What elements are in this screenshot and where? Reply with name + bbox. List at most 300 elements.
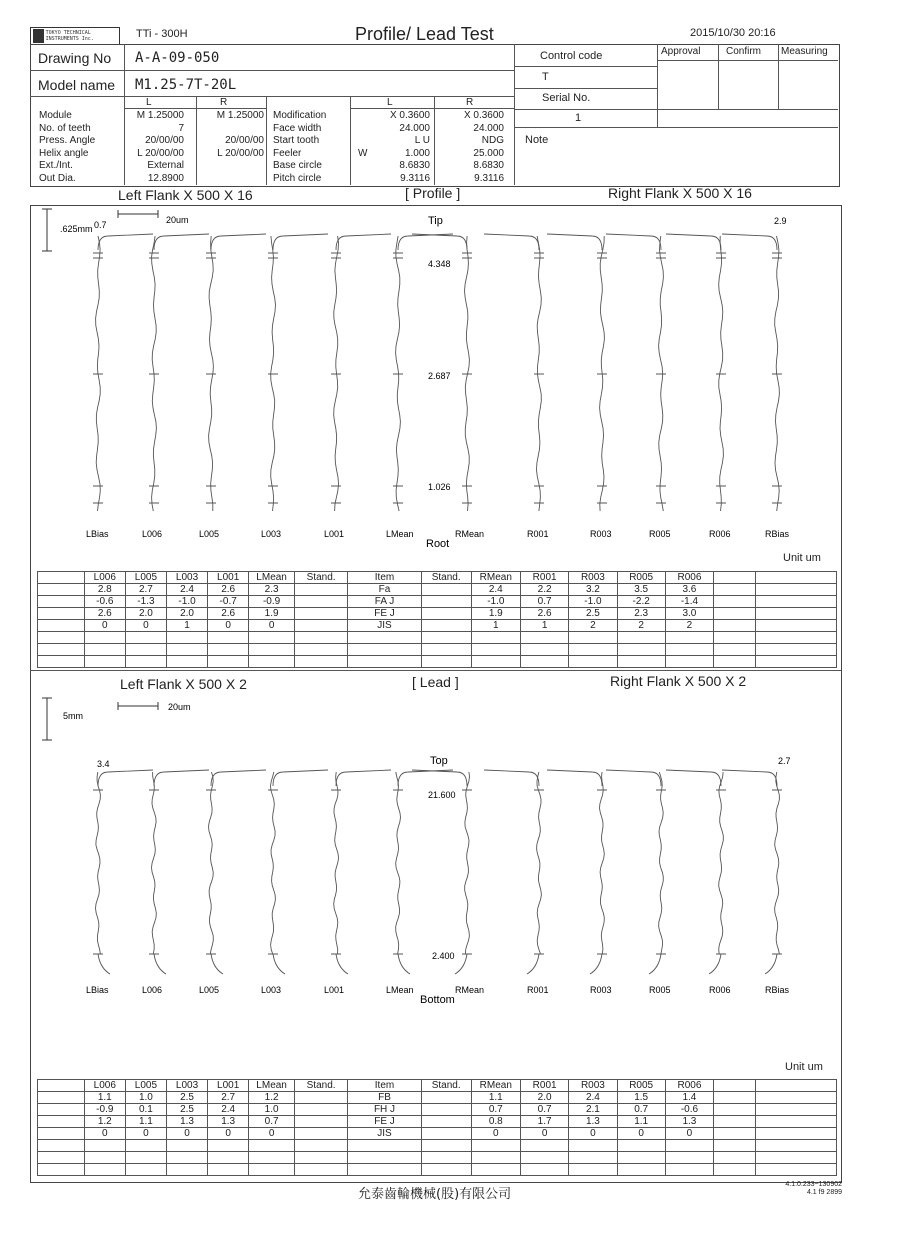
- table-cell: 0: [208, 1128, 249, 1140]
- trace-label: RBias: [765, 985, 790, 995]
- trace-label: R006: [709, 985, 731, 995]
- table-cell: [166, 632, 207, 644]
- table-cell: [714, 584, 756, 596]
- profile-scale-v: .625mm: [60, 224, 93, 234]
- table-cell: [471, 644, 520, 656]
- table-cell: [294, 656, 347, 668]
- table-cell: 0.7: [617, 1104, 665, 1116]
- table-cell: [348, 1140, 422, 1152]
- table-cell: [38, 572, 85, 584]
- table-cell: [569, 644, 617, 656]
- table-cell: [665, 632, 713, 644]
- trace-label: L005: [199, 985, 220, 995]
- trace-label: RMean: [455, 529, 485, 539]
- trace-label: R001: [527, 985, 549, 995]
- table-cell: [294, 644, 347, 656]
- table-cell: JIS: [348, 620, 422, 632]
- trace-tail-line: [336, 954, 348, 974]
- right-param-labels: Modification Face width Start tooth Feeler Base circle Pitch circle: [273, 110, 327, 184]
- table-cell: [38, 1140, 85, 1152]
- trace-label: L006: [142, 985, 163, 995]
- table-cell: 2.4: [471, 584, 520, 596]
- table-cell: [84, 656, 125, 668]
- table-cell: [294, 608, 347, 620]
- table-cell: [294, 1164, 347, 1176]
- approval-label: Approval: [661, 46, 701, 57]
- table-cell: 3.2: [569, 584, 617, 596]
- table-cell: [755, 620, 836, 632]
- table-cell: 1.3: [569, 1116, 617, 1128]
- lead-chart: [30, 692, 840, 1012]
- table-cell: [84, 1140, 125, 1152]
- table-cell: [294, 620, 347, 632]
- table-cell: 0: [208, 620, 249, 632]
- param-col-R: R: [220, 97, 228, 108]
- table-cell: [617, 1140, 665, 1152]
- trace-top-line: [154, 770, 209, 786]
- table-cell: [208, 656, 249, 668]
- table-cell: [294, 632, 347, 644]
- trace-tail-line: [398, 954, 410, 974]
- drawing-no-label: Drawing No: [38, 50, 112, 66]
- table-cell: [294, 1116, 347, 1128]
- trace-top-line: [273, 770, 328, 786]
- control-code-value: T: [542, 71, 549, 83]
- table-row: [38, 1116, 837, 1128]
- table-cell: [208, 644, 249, 656]
- trace-tail-line: [273, 954, 285, 974]
- logo: [30, 27, 120, 45]
- table-cell: [755, 1092, 836, 1104]
- table-cell: [755, 644, 836, 656]
- table-row: [38, 572, 837, 584]
- table-row: [38, 620, 837, 632]
- profile-scale-h: 20um: [166, 215, 189, 225]
- table-cell: 0.7: [521, 596, 569, 608]
- profile-traces: [86, 234, 790, 539]
- table-cell: 0: [249, 620, 295, 632]
- table-cell: [38, 584, 85, 596]
- table-cell: [348, 632, 422, 644]
- table-cell: 0: [521, 1128, 569, 1140]
- table-cell: [665, 656, 713, 668]
- table-cell: [569, 1152, 617, 1164]
- table-cell: [38, 1128, 85, 1140]
- drawing-no-value: A-A-09-050: [135, 50, 220, 66]
- table-cell: [38, 644, 85, 656]
- table-cell: [294, 1104, 347, 1116]
- table-cell: 1.5: [617, 1092, 665, 1104]
- table-cell: [755, 656, 836, 668]
- table-cell: [208, 1164, 249, 1176]
- table-cell: [249, 656, 295, 668]
- table-cell: 1.3: [665, 1116, 713, 1128]
- table-cell: 3.0: [665, 608, 713, 620]
- table-cell: 1.1: [84, 1092, 125, 1104]
- table-cell: [617, 1164, 665, 1176]
- table-cell: [755, 608, 836, 620]
- table-cell: [84, 644, 125, 656]
- table-cell: [421, 608, 471, 620]
- table-cell: FH J: [348, 1104, 422, 1116]
- table-cell: [521, 656, 569, 668]
- table-cell: [755, 1152, 836, 1164]
- left-param-L-values: M 1.25000 7 20/00/00 L 20/00/00 External 12.8900: [136, 110, 184, 184]
- table-cell: 1.3: [166, 1116, 207, 1128]
- table-cell: 1: [471, 620, 520, 632]
- table-cell: 2: [569, 620, 617, 632]
- table-cell: 1.3: [208, 1116, 249, 1128]
- table-cell: [714, 596, 756, 608]
- table-cell: -0.6: [665, 1104, 713, 1116]
- table-cell: [665, 1152, 713, 1164]
- table-cell: [569, 1164, 617, 1176]
- table-cell: [569, 1140, 617, 1152]
- trace-label: L001: [324, 529, 345, 539]
- table-cell: [421, 1116, 471, 1128]
- table-cell: [521, 1164, 569, 1176]
- lead-mark-1: 21.600: [428, 790, 456, 800]
- lead-scale-h: 20um: [168, 702, 191, 712]
- lead-mark-2: 2.400: [432, 951, 455, 961]
- table-cell: 0.7: [249, 1116, 295, 1128]
- table-cell: 0: [84, 620, 125, 632]
- lead-right-value: 2.7: [778, 756, 791, 766]
- table-cell: [348, 644, 422, 656]
- trace-label: RMean: [455, 985, 485, 995]
- table-cell: -1.0: [166, 596, 207, 608]
- trace-line: [271, 772, 276, 954]
- table-cell: R005: [617, 1080, 665, 1092]
- table-cell: L003: [166, 572, 207, 584]
- control-code-label: Control code: [540, 50, 603, 62]
- table-row: [38, 644, 837, 656]
- table-row: [38, 608, 837, 620]
- table-cell: 2.4: [208, 1104, 249, 1116]
- table-cell: 2.7: [208, 1092, 249, 1104]
- table-cell: 2.2: [521, 584, 569, 596]
- table-cell: R006: [665, 572, 713, 584]
- table-cell: [249, 644, 295, 656]
- table-cell: Stand.: [421, 572, 471, 584]
- table-cell: 0: [84, 1128, 125, 1140]
- table-cell: [125, 632, 166, 644]
- table-cell: [348, 1152, 422, 1164]
- table-cell: 3.6: [665, 584, 713, 596]
- lead-bottom-label: Bottom: [420, 994, 455, 1006]
- table-cell: [755, 1080, 836, 1092]
- profile-chart: [30, 206, 840, 571]
- left-param-labels: Module No. of teeth Press. Angle Helix angle Ext./Int. Out Dia.: [39, 110, 96, 184]
- table-cell: [617, 656, 665, 668]
- measuring-label: Measuring: [781, 46, 828, 57]
- table-cell: 0: [125, 620, 166, 632]
- trace-top-line: [211, 234, 266, 250]
- trace-top-line: [606, 770, 661, 786]
- table-cell: 2.6: [208, 584, 249, 596]
- trace-tail-line: [154, 954, 166, 974]
- table-cell: 1.7: [521, 1116, 569, 1128]
- trace-top-line: [336, 770, 391, 786]
- table-cell: [166, 1164, 207, 1176]
- table-cell: RMean: [471, 1080, 520, 1092]
- trace-line: [537, 772, 542, 954]
- table-cell: 1.9: [471, 608, 520, 620]
- trace-top-line: [398, 234, 453, 250]
- trace-line: [465, 772, 470, 954]
- table-cell: -1.3: [125, 596, 166, 608]
- logo-text: TOKYO TECHNICAL INSTRUMENTS Inc.: [45, 30, 94, 42]
- table-row: [38, 1140, 837, 1152]
- profile-right-value: 2.9: [774, 216, 787, 226]
- table-row: [38, 1080, 837, 1092]
- table-cell: 2.5: [569, 608, 617, 620]
- profile-mark-1: 4.348: [428, 259, 451, 269]
- table-cell: 2.7: [125, 584, 166, 596]
- table-cell: [38, 620, 85, 632]
- table-cell: [714, 620, 756, 632]
- trace-label: RBias: [765, 529, 790, 539]
- table-cell: [714, 608, 756, 620]
- report-datetime: 2015/10/30 20:16: [690, 27, 776, 39]
- table-cell: -0.6: [84, 596, 125, 608]
- table-cell: LMean: [249, 1080, 295, 1092]
- table-row: [38, 1128, 837, 1140]
- trace-line: [96, 772, 101, 954]
- profile-mark-2: 2.687: [428, 371, 451, 381]
- table-cell: 1.1: [617, 1116, 665, 1128]
- table-cell: 1.1: [471, 1092, 520, 1104]
- table-cell: [471, 656, 520, 668]
- lead-top-label: Top: [430, 755, 448, 767]
- profile-bottom-label: Root: [426, 538, 450, 550]
- table-cell: R003: [569, 1080, 617, 1092]
- table-cell: 2.3: [617, 608, 665, 620]
- table-cell: [714, 1164, 756, 1176]
- trace-label: R005: [649, 985, 671, 995]
- table-row: [38, 596, 837, 608]
- table-cell: 1.0: [125, 1092, 166, 1104]
- profile-left-value: 0.7: [94, 220, 107, 230]
- trace-label: R003: [590, 985, 612, 995]
- table-cell: [208, 1152, 249, 1164]
- table-cell: [294, 584, 347, 596]
- table-cell: -0.9: [249, 596, 295, 608]
- lead-left-value: 3.4: [97, 759, 110, 769]
- table-cell: [617, 644, 665, 656]
- trace-tail-line: [455, 954, 467, 974]
- trace-top-line: [666, 234, 721, 250]
- table-cell: [348, 656, 422, 668]
- trace-label: L005: [199, 529, 220, 539]
- table-cell: [421, 632, 471, 644]
- table-cell: -1.0: [569, 596, 617, 608]
- table-cell: [665, 1164, 713, 1176]
- table-cell: L003: [166, 1080, 207, 1092]
- table-cell: [714, 1152, 756, 1164]
- table-cell: [421, 1104, 471, 1116]
- table-cell: [714, 1116, 756, 1128]
- table-cell: [166, 644, 207, 656]
- table-cell: R003: [569, 572, 617, 584]
- lead-left-flank: Left Flank X 500 X 2: [120, 676, 247, 692]
- trace-line: [209, 772, 214, 954]
- trace-top-line: [722, 770, 777, 786]
- table-cell: -1.0: [471, 596, 520, 608]
- table-cell: [166, 656, 207, 668]
- table-cell: 1.2: [84, 1116, 125, 1128]
- table-cell: [421, 1152, 471, 1164]
- table-cell: [714, 656, 756, 668]
- table-cell: [755, 1128, 836, 1140]
- feeler-prefix: W: [358, 148, 368, 159]
- table-cell: [521, 1140, 569, 1152]
- table-cell: [125, 1152, 166, 1164]
- table-cell: [714, 572, 756, 584]
- table-cell: [208, 1140, 249, 1152]
- table-cell: [166, 1152, 207, 1164]
- table-cell: [294, 596, 347, 608]
- table-cell: [38, 608, 85, 620]
- table-cell: [755, 596, 836, 608]
- machine-name: TTi - 300H: [136, 28, 188, 40]
- table-cell: [249, 1164, 295, 1176]
- table-cell: 2.1: [569, 1104, 617, 1116]
- trace-top-line: [336, 234, 391, 250]
- table-cell: [665, 1140, 713, 1152]
- table-cell: [294, 1092, 347, 1104]
- table-cell: Item: [348, 572, 422, 584]
- table-cell: 2.5: [166, 1092, 207, 1104]
- right-param-L-values: X 0.3600 24.000 L U 1.000 8.6830 9.3116: [389, 110, 430, 184]
- trace-top-line: [211, 770, 266, 786]
- table-cell: [714, 1080, 756, 1092]
- table-cell: [471, 1152, 520, 1164]
- table-cell: 0: [665, 1128, 713, 1140]
- trace-top-line: [98, 234, 153, 250]
- table-cell: [38, 1116, 85, 1128]
- table-cell: 2.0: [521, 1092, 569, 1104]
- lead-scale-bar: [42, 698, 158, 740]
- table-cell: L001: [208, 572, 249, 584]
- table-cell: [84, 1152, 125, 1164]
- table-cell: [38, 1080, 85, 1092]
- table-cell: [714, 1140, 756, 1152]
- table-cell: FE J: [348, 608, 422, 620]
- table-cell: 1.0: [249, 1104, 295, 1116]
- table-cell: 2: [617, 620, 665, 632]
- table-cell: [421, 596, 471, 608]
- table-cell: -0.9: [84, 1104, 125, 1116]
- table-cell: [125, 656, 166, 668]
- table-cell: L005: [125, 572, 166, 584]
- trace-line: [396, 772, 401, 954]
- trace-top-line: [154, 234, 209, 250]
- table-cell: [521, 632, 569, 644]
- table-cell: [208, 632, 249, 644]
- table-cell: [348, 1164, 422, 1176]
- trace-label: R001: [527, 529, 549, 539]
- table-cell: [714, 632, 756, 644]
- table-row: [38, 632, 837, 644]
- table-row: [38, 1092, 837, 1104]
- table-cell: Fa: [348, 584, 422, 596]
- table-cell: [617, 632, 665, 644]
- trace-tail-line: [590, 954, 602, 974]
- table-cell: -1.4: [665, 596, 713, 608]
- trace-tail-line: [211, 954, 223, 974]
- table-cell: [755, 632, 836, 644]
- table-cell: JIS: [348, 1128, 422, 1140]
- trace-line: [719, 772, 724, 954]
- table-cell: [294, 1152, 347, 1164]
- trace-top-line: [722, 234, 777, 250]
- table-cell: [166, 1140, 207, 1152]
- table-cell: [521, 644, 569, 656]
- table-cell: 2: [665, 620, 713, 632]
- profile-top-label: Tip: [428, 215, 443, 227]
- logo-icon: [33, 29, 44, 43]
- trace-top-line: [98, 770, 153, 786]
- trace-tail-line: [765, 954, 777, 974]
- trace-label: L003: [261, 529, 282, 539]
- table-cell: L006: [84, 1080, 125, 1092]
- table-cell: [125, 1164, 166, 1176]
- table-cell: RMean: [471, 572, 520, 584]
- trace-line: [775, 772, 780, 954]
- lead-section-title: [ Lead ]: [412, 674, 459, 690]
- trace-label: LMean: [386, 529, 414, 539]
- table-cell: 0: [125, 1128, 166, 1140]
- trace-top-line: [606, 234, 661, 250]
- trace-top-line: [484, 770, 539, 786]
- table-cell: 2.6: [208, 608, 249, 620]
- table-cell: [471, 1164, 520, 1176]
- profile-unit: Unit um: [783, 552, 821, 564]
- table-cell: [569, 656, 617, 668]
- serial-no-value: 1: [575, 112, 582, 124]
- trace-tail-line: [527, 954, 539, 974]
- table-cell: 2.0: [125, 608, 166, 620]
- right-param-R-values: X 0.3600 24.000 NDG 25.000 8.6830 9.3116: [463, 110, 504, 184]
- left-param-R-values: M 1.25000 20/00/00 L 20/00/00: [216, 110, 264, 159]
- trace-top-line: [412, 234, 467, 250]
- table-cell: [471, 1140, 520, 1152]
- table-cell: 1.9: [249, 608, 295, 620]
- table-cell: 1.1: [125, 1116, 166, 1128]
- table-cell: 0: [569, 1128, 617, 1140]
- table-cell: FB: [348, 1092, 422, 1104]
- trace-tail-line: [649, 954, 661, 974]
- table-cell: [125, 1140, 166, 1152]
- table-cell: [755, 1104, 836, 1116]
- table-cell: 2.6: [521, 608, 569, 620]
- lead-scale-v: 5mm: [63, 711, 83, 721]
- table-cell: 2.6: [84, 608, 125, 620]
- trace-label: LBias: [86, 529, 109, 539]
- table-cell: [421, 1092, 471, 1104]
- confirm-label: Confirm: [726, 46, 762, 57]
- note-label: Note: [525, 134, 549, 146]
- trace-label: LBias: [86, 985, 109, 995]
- table-cell: [84, 632, 125, 644]
- table-cell: [38, 632, 85, 644]
- trace-line: [600, 772, 605, 954]
- trace-top-line: [666, 770, 721, 786]
- table-cell: 0: [617, 1128, 665, 1140]
- trace-label: R005: [649, 529, 671, 539]
- table-cell: 1.2: [249, 1092, 295, 1104]
